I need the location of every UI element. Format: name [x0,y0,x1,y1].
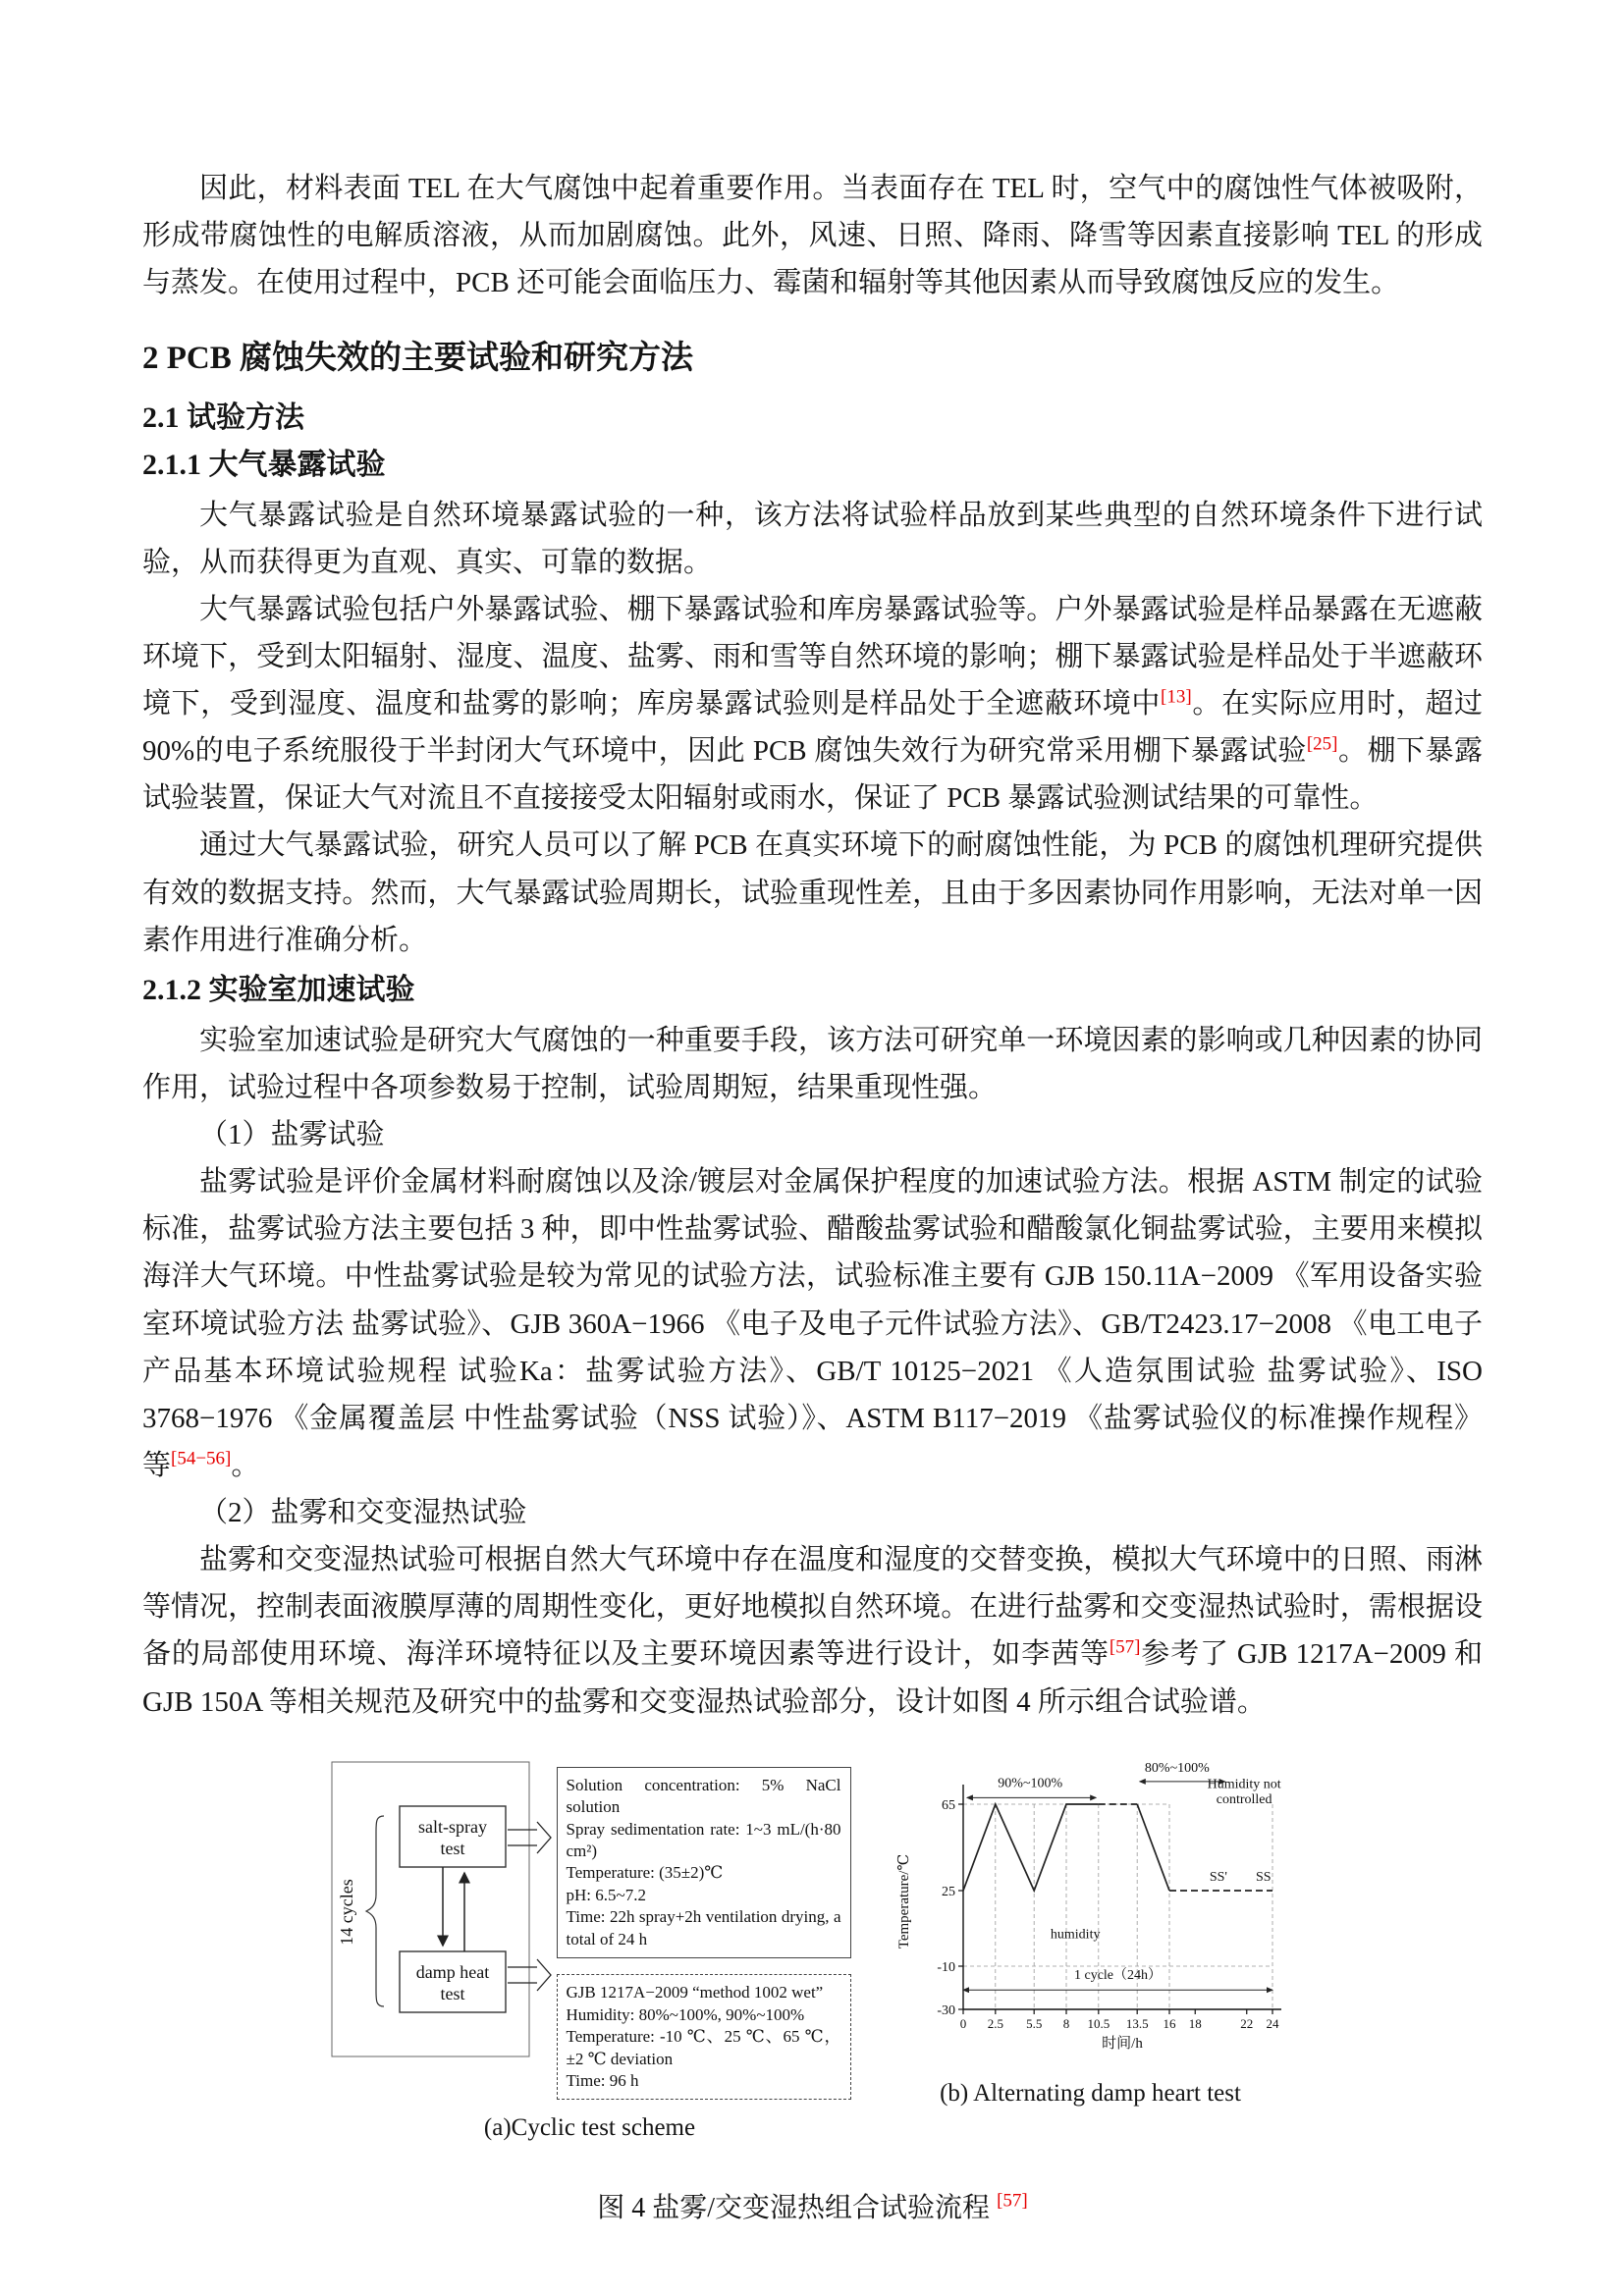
figure-4b [885,1759,1297,2114]
text-run: 。棚下暴露试验装置，保证大气对流且不直接接受太阳辐射或雨水，保证了 PCB 暴露试验测试结果的可靠性。 [142,735,1483,815]
note-line: GJB 1217A−2009 “method 1002 wet” [566,1983,824,2002]
salt-spray-test-label-line1: salt-spray [417,1816,487,1837]
flowchart-notes [557,1759,851,2101]
figure-4a [329,1759,851,2149]
subcaption-b: (b) Alternating damp heart test [940,2079,1241,2107]
figure-4 [142,1759,1483,2232]
text-run: 。 [231,1449,260,1481]
paragraph [142,165,1483,306]
paragraph [142,1158,1483,1489]
text-run: 。在实际应用时，超过 90%的电子系统服役于半封闭大气环境中，因此 PCB 腐蚀失效行为研究常采用棚下暴露试验 [142,688,1483,768]
text-run: 实验室加速试验是研究大气腐蚀的一种重要手段，该方法可研究单一环境因素的影响或几种因素的协同作用，试验过程中各项参数易于控制，试验周期短，结果重现性强。 [142,1024,1483,1103]
temperature-cooldown [1137,1804,1169,1891]
note-line: Humidity: 80%~100%, 90%~100% [566,2004,805,2024]
svg-text:65: 65 [941,1797,955,1813]
cyclic-test-flow-diagram [329,1759,555,2063]
salt-spray-parameters-note [557,1767,851,1959]
svg-text:25: 25 [941,1884,955,1899]
figure-caption-text: 图 4 盐雾/交变湿热组合试验流程 [597,2192,998,2223]
section-heading [142,970,1483,1011]
svg-text:8: 8 [1062,2015,1069,2031]
figure-caption-ref: [57] [997,2190,1028,2212]
damp-heat-temperature-chart [885,1759,1297,2065]
paragraph [142,1017,1483,1111]
chart-annotation: 80%~100% [1144,1760,1210,1776]
note-line: Solution concentration: 5% NaCl solution [566,1775,841,1817]
temperature-profile [963,1804,1099,1891]
citation-ref: [25] [1306,733,1338,755]
text-run: 2 PCB 腐蚀失效的主要试验和研究方法 [142,341,693,377]
svg-text:0: 0 [959,2015,966,2031]
chart-annotation: 90%~100% [997,1776,1062,1791]
note-line: Temperature: (35±2)℃ [566,1863,724,1883]
chart-annotation: SS' [1209,1869,1227,1885]
paragraph [142,1536,1483,1726]
svg-text:-30: -30 [936,2002,955,2018]
text-run: （2）盐雾和交变湿热试验 [199,1497,527,1529]
note-line: Spray sedimentation rate: 1~3 mL/(h·80 cm²) [566,1819,841,1860]
paragraph [142,492,1483,586]
salt-spray-test-label-line2: test [440,1838,464,1858]
svg-text:-10: -10 [936,1959,955,1975]
svg-text:24: 24 [1266,2015,1278,2031]
text-run: 盐雾试验是评价金属材料耐腐蚀以及涂/镀层对金属保护程度的加速试验方法。根据 ASTM 制定的试验标准，盐雾试验方法主要包括 3 种，即中性盐雾试验、醋酸盐雾试验和醋酸氯化铜盐雾试验，主要用来模拟海洋大气环境。中性盐雾试验是较为常见的试验方法，试验标准主要有 GJB 150.11A−2009 《军用设备实验室环境试验方法 盐雾试验》、GJB 360A−1966 《电子及电子元件试验方法》、GB/T2423.17−2008 《电工电子产品基本环境试验规程 试验Ka：盐雾试验方法》、GB/T 10125−2021 《人造氛围试验 盐雾试验》、ISO 3768−1976 《金属覆盖层 中性盐雾试验（NSS 试验）》、ASTM B117−2019 《盐雾试验仪的标准操作规程》等 [142,1166,1483,1481]
citation-ref: [57] [1109,1636,1141,1658]
text-run: 2.1 试验方法 [142,400,304,434]
text-run: 因此，材料表面 TEL 在大气腐蚀中起着重要作用。当表面存在 TEL 时，空气中的腐蚀性气体被吸附，形成带腐蚀性的电解质溶液，从而加剧腐蚀。此外，风速、日照、降雨、降雪等因素直接影响 TEL 的形成与蒸发。在使用过程中，PCB 还可能会面临压力、霉菌和辐射等其他因素从而导致腐蚀反应的发生。 [142,173,1483,299]
text-run: 2.1.2 实验室加速试验 [142,973,415,1006]
damp-heat-test-label-line2: test [440,1983,464,2003]
text-run: 大气暴露试验包括户外暴露试验、棚下暴露试验和库房暴露试验等。户外暴露试验是样品暴露在无遮蔽环境下，受到太阳辐射、湿度、温度、盐雾、雨和雪等自然环境的影响；棚下暴露试验是样品处于半遮蔽环境下，受到湿度、温度和盐雾的影响；库房暴露试验则是样品处于全遮蔽环境中 [142,593,1483,721]
svg-text:2.5: 2.5 [987,2015,1003,2031]
note-line: pH: 6.5~7.2 [566,1885,646,1904]
cycles-brace [366,1816,384,2006]
paragraph [142,586,1483,823]
chart-annotation: SS [1255,1869,1272,1885]
note-line: Time: 96 h [566,2070,639,2090]
svg-text:16: 16 [1163,2015,1175,2031]
section-heading [142,336,1483,381]
text-run: （1）盐雾试验 [199,1119,385,1151]
chart-annotation: Humidity not [1207,1777,1281,1792]
chart-annotation: humidity [1050,1927,1100,1943]
damp-heat-parameters-note [557,1974,851,2100]
svg-text:5.5: 5.5 [1025,2015,1042,2031]
section-heading [142,398,1483,439]
x-axis-label: 时间/h [1101,2035,1143,2052]
section-heading [142,445,1483,486]
figure-caption [142,2186,1483,2231]
chart-annotation: 1 cycle（24h） [1073,1967,1162,1983]
text-run: 参考了 GJB 1217A−2009 和 GJB 150A 等相关规范及研究中的盐雾和交变湿热试验部分，设计如图 4 所示组合试验谱。 [142,1638,1483,1718]
cycles-label: 14 cycles [336,1878,356,1946]
flowchart-wrap [329,1759,851,2101]
damp-heat-test-label-line1: damp heat [415,1961,489,1982]
chart-annotation: controlled [1216,1791,1272,1807]
text-run: 通过大气暴露试验，研究人员可以了解 PCB 在真实环境下的耐腐蚀性能，为 PCB 的腐蚀机理研究提供有效的数据支持。然而，大气暴露试验周期长，试验重现性差，且由于多因素协同作用影响，无法对单一因素作用进行准确分析。 [142,829,1483,956]
citation-ref: [54−56] [171,1448,232,1469]
svg-text:22: 22 [1239,2015,1253,2031]
svg-text:18: 18 [1188,2015,1202,2031]
svg-text:13.5: 13.5 [1125,2015,1149,2031]
note-line: Temperature: -10 ℃、25 ℃、65 ℃，±2 ℃ deviation [566,2027,841,2068]
text-run: 盐雾和交变湿热试验可根据自然大气环境中存在温度和湿度的交替变换，模拟大气环境中的日照、雨淋等情况，控制表面液膜厚薄的周期性变化，更好地模拟自然环境。在进行盐雾和交变湿热试验时，需根据设备的局部使用环境、海洋环境特征以及主要环境因素等进行设计，如李茜等 [142,1544,1483,1671]
figure-4-panels [142,1759,1483,2149]
y-axis-label: Temperature/℃ [895,1853,912,1949]
paragraph [142,822,1483,963]
citation-ref: [13] [1161,686,1192,708]
text-run: 大气暴露试验是自然环境暴露试验的一种，该方法将试验样品放到某些典型的自然环境条件下进行试验，从而获得更为直观、真实、可靠的数据。 [142,499,1483,578]
paragraph [142,1111,1483,1158]
text-run: 2.1.1 大气暴露试验 [142,448,386,481]
svg-text:10.5: 10.5 [1086,2015,1110,2031]
paragraph [142,1489,1483,1536]
document-body [142,165,1483,1726]
subcaption-a: (a)Cyclic test scheme [483,2114,696,2142]
note-line: Time: 22h spray+2h ventilation drying, a total of 24 h [566,1907,841,1949]
